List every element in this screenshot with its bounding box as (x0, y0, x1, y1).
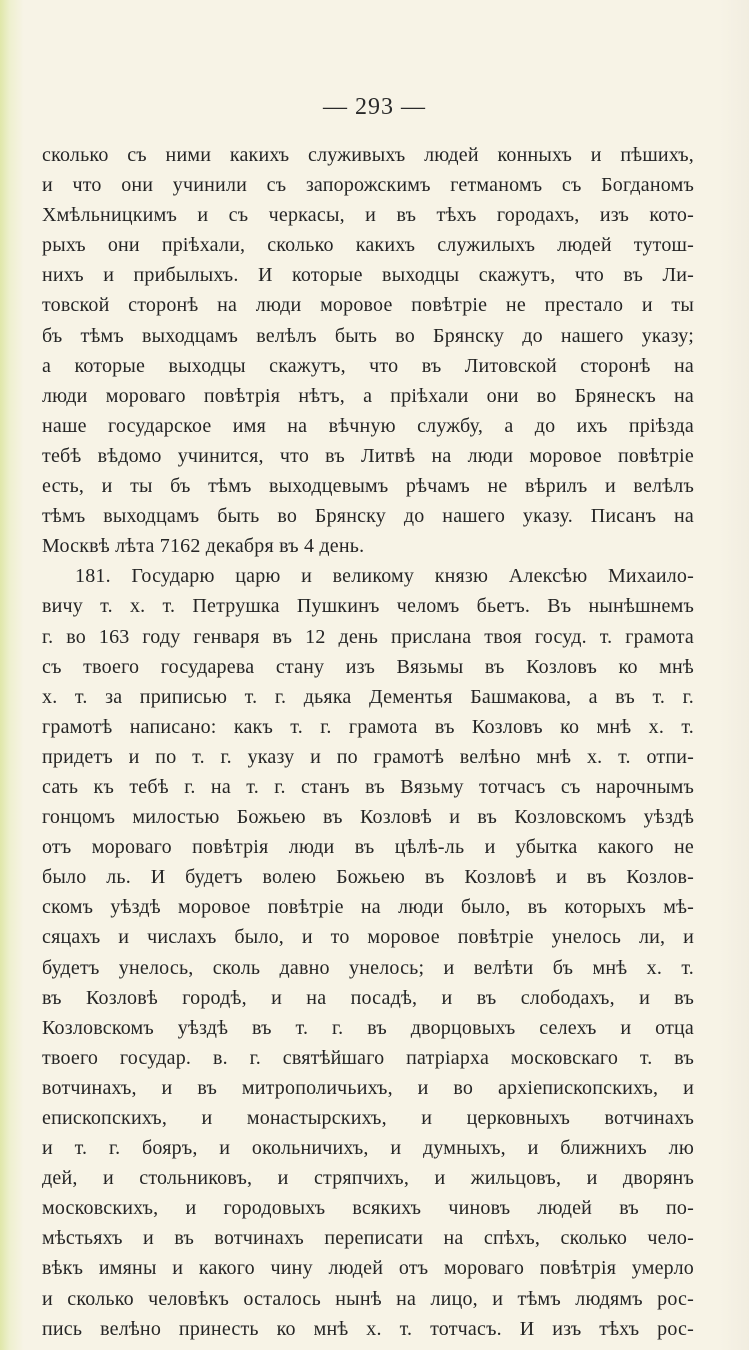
text-line: вѣкъ имяны и какого чину людей отъ мороваго повѣтрія умерло (42, 1257, 694, 1280)
text-line: люди мороваго повѣтрія нѣтъ, а пріѣхали они во Брянескъ на (42, 384, 694, 407)
text-line: вичу т. х. т. Петрушка Пушкинъ челомъ бьетъ. Въ нынѣшнемъ (42, 595, 694, 618)
text-line: епископскихъ, и монастырскихъ, и церковныхъ вотчинахъ (42, 1107, 694, 1129)
text-line: Хмѣльницкимъ и съ черкасы, и въ тѣхъ городахъ, изъ кото- (42, 204, 694, 227)
text-line: и сколько человѣкъ осталось нынѣ на лицо, и тѣмъ людямъ рос- (42, 1287, 694, 1310)
text-line: есть, и ты бъ тѣмъ выходцевымъ рѣчамъ не вѣрилъ и велѣлъ (42, 475, 694, 498)
text-line: придетъ и по т. г. указу и по грамотѣ велѣно мнѣ х. т. отпи- (42, 745, 694, 768)
text-line: мѣстьяхъ и въ вотчинахъ переписати на спѣхъ, сколько чело- (42, 1227, 694, 1250)
text-line: Москвѣ лѣта 7162 декабря въ 4 день. (42, 535, 365, 558)
text-line: х. т. за приписью т. г. дьяка Дементья Башмакова, а въ т. г. (42, 685, 694, 708)
text-line: нихъ и прибылыхъ. И которые выходцы скажутъ, что въ Ли- (42, 264, 694, 287)
text-line: и т. г. бояръ, и окольничихъ, и думныхъ, и ближнихъ лю (42, 1137, 694, 1160)
text-line: тебѣ вѣдомо учинится, что въ Литвѣ на люди моровое повѣтріе (42, 444, 694, 467)
text-line: товской сторонѣ на люди моровое повѣтріе не престало и ты (42, 294, 694, 317)
text-line: скомъ уѣздѣ моровое повѣтріе на люди было, въ которыхъ мѣ- (42, 896, 694, 919)
text-line: отъ мороваго повѣтрія люди въ цѣлѣ-ль и убытка какого не (42, 836, 694, 859)
text-line: Козловскомъ уѣздѣ въ т. г. въ дворцовыхъ селехъ и отца (42, 1016, 694, 1039)
text-line: тѣмъ выходцамъ быть во Брянску до нашего указу. Писанъ на (42, 505, 694, 528)
text-line: было ль. И будетъ волею Божьею въ Козловѣ и въ Козлов- (42, 866, 694, 889)
text-line: дей, и стольниковъ, и стряпчихъ, и жильцовъ, и дворянъ (42, 1167, 694, 1190)
text-line: въ Козловѣ городѣ, и на посадѣ, и въ слободахъ, и въ (42, 986, 694, 1009)
text-line: съ твоего государева стану изъ Вязьмы въ Козловъ ко мнѣ (42, 655, 694, 678)
text-line: грамотѣ написано: какъ т. г. грамота въ Козловъ ко мнѣ х. т. (42, 715, 694, 738)
text-line: будетъ унелось, сколь давно унелось; и велѣти бъ мнѣ х. т. (42, 956, 694, 979)
text-line: бъ тѣмъ выходцамъ велѣлъ быть во Брянску до нашего указу; (42, 324, 694, 347)
page-number: — 293 — (323, 94, 426, 120)
text-line: сать къ тебѣ г. на т. г. станъ въ Вязьму тотчасъ съ нарочнымъ (42, 775, 694, 798)
text-line: г. во 163 году генваря въ 12 день прислана твоя госуд. т. грамота (42, 625, 694, 648)
text-line: вотчинахъ, и въ митрополичьихъ, и во архіепископскихъ, и (42, 1076, 694, 1099)
text-line: а которые выходцы скажутъ, что въ Литовской сторонѣ на (42, 354, 694, 377)
text-line: рыхъ они пріѣхали, сколько какихъ служилыхъ людей тутош- (42, 234, 694, 257)
text-line: сколько съ ними какихъ служивыхъ людей конныхъ и пѣшихъ, (42, 144, 694, 166)
text-line: твоего государ. в. г. святѣйшаго патріарха московскаго т. въ (42, 1046, 694, 1069)
text-line: и что они учинили съ запорожскимъ гетманомъ съ Богданомъ (42, 174, 694, 197)
text-line: наше государское имя на вѣчную службу, а до ихъ пріѣзда (42, 414, 694, 437)
text-line: сяцахъ и числахъ было, и то моровое повѣтріе унелось ли, и (42, 926, 694, 949)
text-line: пись велѣно принесть ко мнѣ х. т. тотчасъ. И изъ тѣхъ рос- (42, 1317, 694, 1340)
text-line: 181. Государю царю и великому князю Алексѣю Михаило- (75, 565, 694, 588)
page-text (42, 140, 694, 1344)
text-line: гонцомъ милостью Божьею въ Козловѣ и въ Козловскомъ уѣздѣ (42, 806, 694, 829)
text-line: московскихъ, и городовыхъ всякихъ чиновъ людей въ по- (42, 1197, 694, 1220)
